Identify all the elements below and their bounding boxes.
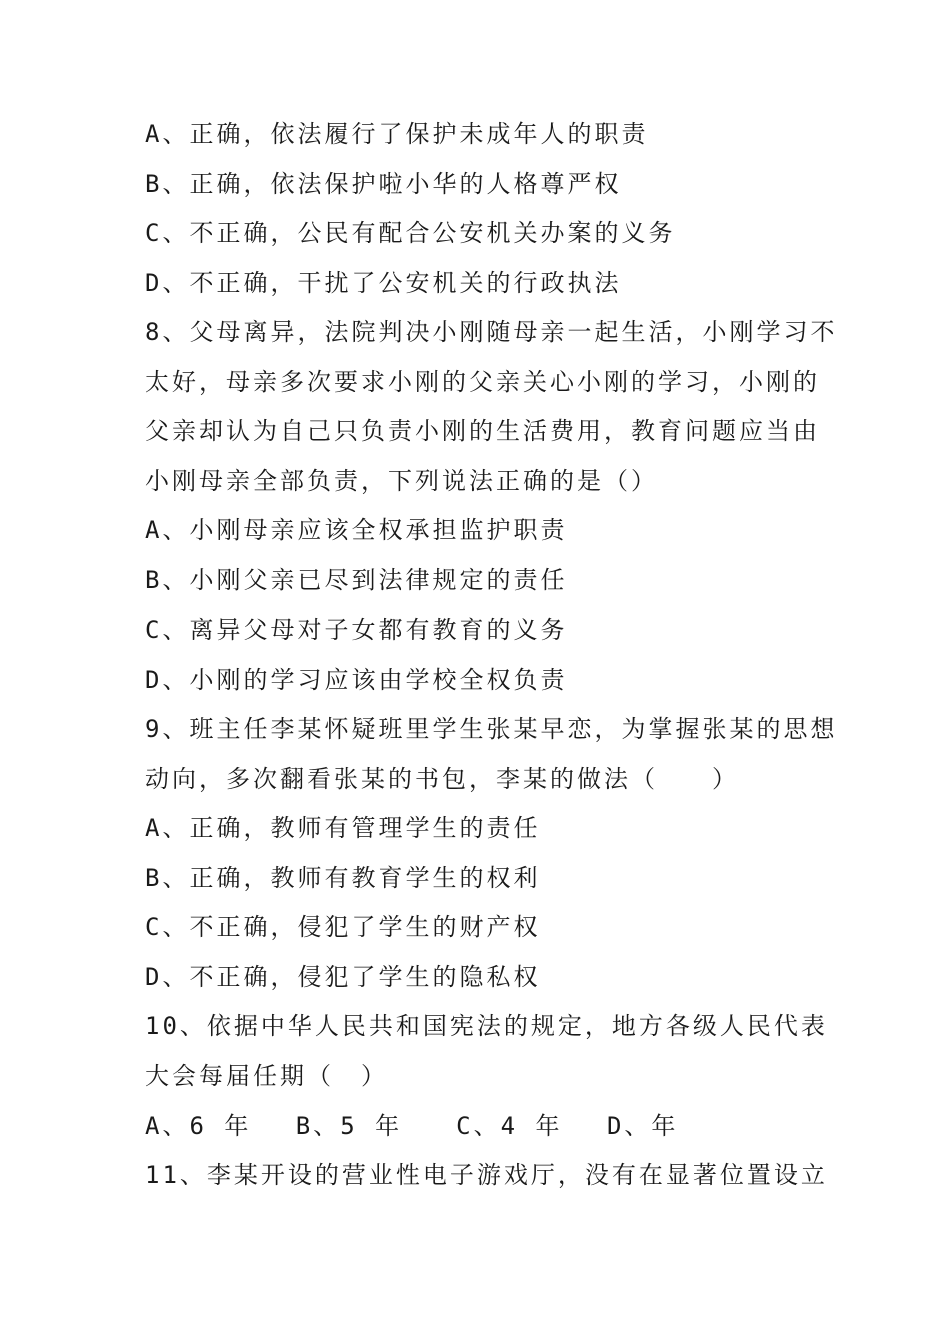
q10-stem-line-1: 10、依据中华人民共和国宪法的规定，地方各级人民代表 xyxy=(145,1012,828,1040)
q8-stem-line-4: 小刚母亲全部负责，下列说法正确的是（） xyxy=(145,467,658,495)
q8-stem-line-3: 父亲却认为自己只负责小刚的生活费用，教育问题应当由 xyxy=(145,417,820,445)
q9-option-d: D、不正确，侵犯了学生的隐私权 xyxy=(145,963,541,991)
q10-stem-line-2: 大会每届任期（ ） xyxy=(145,1062,388,1090)
q8-option-c: C、离异父母对子女都有教育的义务 xyxy=(145,616,568,644)
q8-option-a: A、小刚母亲应该全权承担监护职责 xyxy=(145,516,568,544)
q7-option-c: C、不正确，公民有配合公安机关办案的义务 xyxy=(145,219,676,247)
q9-option-a: A、正确，教师有管理学生的责任 xyxy=(145,814,541,842)
q11-stem-line-1: 11、李某开设的营业性电子游戏厅，没有在显著位置设立 xyxy=(145,1161,828,1189)
q8-option-b: B、小刚父亲已尽到法律规定的责任 xyxy=(145,566,568,594)
q8-stem-line-1: 8、父母离异，法院判决小刚随母亲一起生活，小刚学习不 xyxy=(145,318,838,346)
q8-option-d: D、小刚的学习应该由学校全权负责 xyxy=(145,666,568,694)
q7-option-d: D、不正确，干扰了公安机关的行政执法 xyxy=(145,269,622,297)
q7-option-b: B、正确，依法保护啦小华的人格尊严权 xyxy=(145,170,622,198)
q9-stem-line-1: 9、班主任李某怀疑班里学生张某早恋，为掌握张某的思想 xyxy=(145,715,838,743)
q9-stem-line-2: 动向，多次翻看张某的书包，李某的做法（ ） xyxy=(145,765,739,793)
q8-stem-line-2: 太好，母亲多次要求小刚的父亲关心小刚的学习，小刚的 xyxy=(145,368,820,396)
q7-option-a: A、正确，依法履行了保护未成年人的职责 xyxy=(145,120,649,148)
q9-option-b: B、正确，教师有教育学生的权利 xyxy=(145,864,541,892)
q10-options: A、6 年 B、5 年 C、4 年 D、年 xyxy=(145,1112,679,1140)
q9-option-c: C、不正确，侵犯了学生的财产权 xyxy=(145,913,541,941)
